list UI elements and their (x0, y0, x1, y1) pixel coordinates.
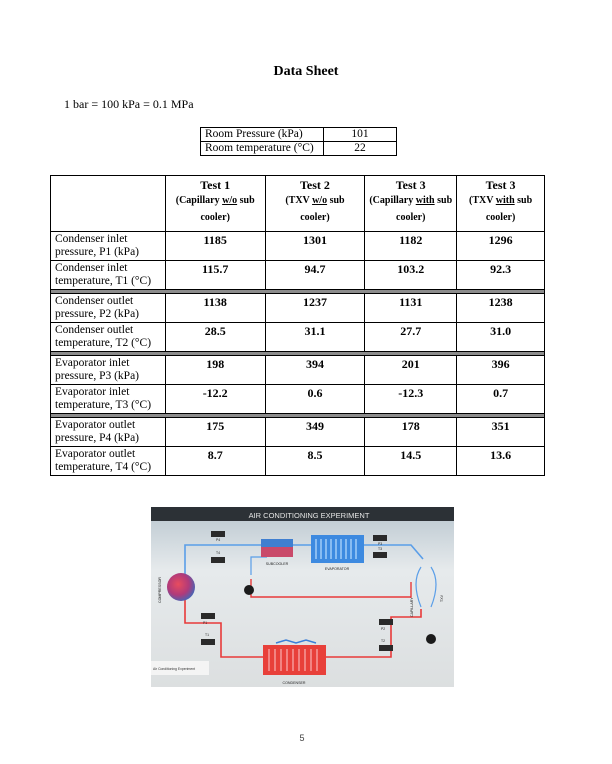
subcooler-label: SUBCOOLER (265, 562, 289, 566)
panel-title: AIR CONDITIONING EXPERIMENT (248, 511, 370, 520)
value-cell: 103.2 (365, 261, 457, 290)
value-cell: 201 (365, 356, 457, 385)
table-header-row (51, 176, 545, 232)
caption-text: Air Conditioning Experiment (153, 667, 196, 671)
measurement-table (50, 175, 545, 476)
gauge-display (211, 531, 225, 537)
compressor-icon (167, 573, 195, 601)
table-row (51, 447, 545, 476)
header-test-2 (265, 176, 365, 232)
value-cell: 178 (365, 418, 457, 447)
value-cell: 349 (265, 418, 365, 447)
p3-label: P3 (378, 542, 383, 546)
room-temperature-row (201, 142, 397, 156)
value-cell: 92.3 (457, 261, 545, 290)
parameter-label: Condenser outlet temperature, T2 (°C) (51, 323, 166, 352)
value-cell: 198 (165, 356, 265, 385)
header-desc-pre: (Capillary (175, 195, 223, 206)
gauge-display (373, 552, 387, 558)
gauge-display (373, 535, 387, 541)
table-row (51, 418, 545, 447)
header-desc-emphasis: w/o (222, 195, 238, 206)
unit-conversion-note: 1 bar = 100 kPa = 0.1 MPa (64, 97, 194, 111)
header-test-1 (165, 176, 265, 232)
header-desc-pre: (TXV (468, 195, 496, 206)
apparatus-photo (151, 507, 454, 687)
value-cell: 1131 (365, 294, 457, 323)
value-cell: -12.3 (365, 385, 457, 414)
value-cell: 94.7 (265, 261, 365, 290)
value-cell: 1182 (365, 232, 457, 261)
page-title: Data Sheet (273, 64, 339, 79)
room-temperature-value: 22 (324, 142, 397, 156)
header-test-4 (457, 176, 545, 232)
evaporator-label: EVAPORATOR (324, 567, 350, 571)
table-row (51, 261, 545, 290)
parameter-label: Evaporator inlet temperature, T3 (°C) (51, 385, 166, 414)
parameter-label: Condenser inlet pressure, P1 (kPa) (51, 232, 166, 261)
value-cell: -12.2 (165, 385, 265, 414)
value-cell: 396 (457, 356, 545, 385)
value-cell: 31.1 (265, 323, 365, 352)
p4-label: P4 (216, 538, 221, 542)
value-cell: 8.5 (265, 447, 365, 476)
parameter-label: Evaporator inlet pressure, P3 (kPa) (51, 356, 166, 385)
condenser-label: CONDENSER (282, 681, 306, 685)
value-cell: 27.7 (365, 323, 457, 352)
header-test-name: Test 3 (395, 178, 426, 192)
t2-label: T2 (381, 639, 385, 643)
header-test-name: Test 1 (200, 178, 231, 192)
value-cell: 8.7 (165, 447, 265, 476)
page-number: 5 (299, 733, 305, 743)
value-cell: 1138 (165, 294, 265, 323)
gauge-display (201, 613, 215, 619)
gauge-display (379, 645, 393, 651)
capillary-label: CAPILLARY (410, 597, 414, 617)
table-row (51, 323, 545, 352)
table-row (51, 294, 545, 323)
value-cell: 28.5 (165, 323, 265, 352)
t1-label: T1 (205, 633, 209, 637)
t3-label: T3 (378, 547, 382, 551)
value-cell: 1301 (265, 232, 365, 261)
header-test-3 (365, 176, 457, 232)
header-desc-post: sub cooler) (200, 195, 255, 223)
value-cell: 13.6 (457, 447, 545, 476)
valve-icon (426, 634, 436, 644)
value-cell: 0.6 (265, 385, 365, 414)
value-cell: 175 (165, 418, 265, 447)
header-empty-cell (51, 176, 166, 232)
t4-label: T4 (216, 551, 220, 555)
value-cell: 394 (265, 356, 365, 385)
value-cell: 351 (457, 418, 545, 447)
value-cell: 1296 (457, 232, 545, 261)
header-desc-post: sub cooler) (396, 195, 453, 223)
parameter-label: Condenser outlet pressure, P2 (kPa) (51, 294, 166, 323)
header-desc-pre: (Capillary (369, 195, 416, 206)
room-temperature-label: Room temperature (°C) (201, 142, 324, 156)
parameter-label: Evaporator outlet pressure, P4 (kPa) (51, 418, 166, 447)
value-cell: 14.5 (365, 447, 457, 476)
valve-icon (244, 585, 254, 595)
header-test-name: Test 3 (485, 178, 516, 192)
value-cell: 31.0 (457, 323, 545, 352)
p2-label: P2 (381, 627, 386, 631)
p1-label: P1 (203, 621, 208, 625)
value-cell: 1237 (265, 294, 365, 323)
header-desc-emphasis: with (495, 195, 515, 206)
header-test-name: Test 2 (300, 178, 330, 192)
value-cell: 1185 (165, 232, 265, 261)
gauge-display (211, 557, 225, 563)
room-pressure-label: Room Pressure (kPa) (201, 128, 324, 142)
header-desc-emphasis: w/o (312, 195, 328, 206)
header-desc-post: sub cooler) (300, 195, 345, 223)
compressor-label: COMPRESSOR (158, 577, 162, 603)
header-desc-pre: (TXV (285, 195, 313, 206)
gauge-display (201, 639, 215, 645)
gauge-display (379, 619, 393, 625)
room-pressure-value: 101 (324, 128, 397, 142)
parameter-label: Evaporator outlet temperature, T4 (°C) (51, 447, 166, 476)
table-row (51, 232, 545, 261)
value-cell: 115.7 (165, 261, 265, 290)
parameter-label: Condenser inlet temperature, T1 (°C) (51, 261, 166, 290)
room-pressure-row (201, 128, 397, 142)
header-desc-post: sub cooler) (485, 195, 533, 223)
txv-label: TXV (440, 595, 444, 602)
room-conditions-table (200, 127, 397, 156)
table-row (51, 356, 545, 385)
header-desc-emphasis: with (415, 195, 435, 206)
table-row (51, 385, 545, 414)
value-cell: 0.7 (457, 385, 545, 414)
value-cell: 1238 (457, 294, 545, 323)
